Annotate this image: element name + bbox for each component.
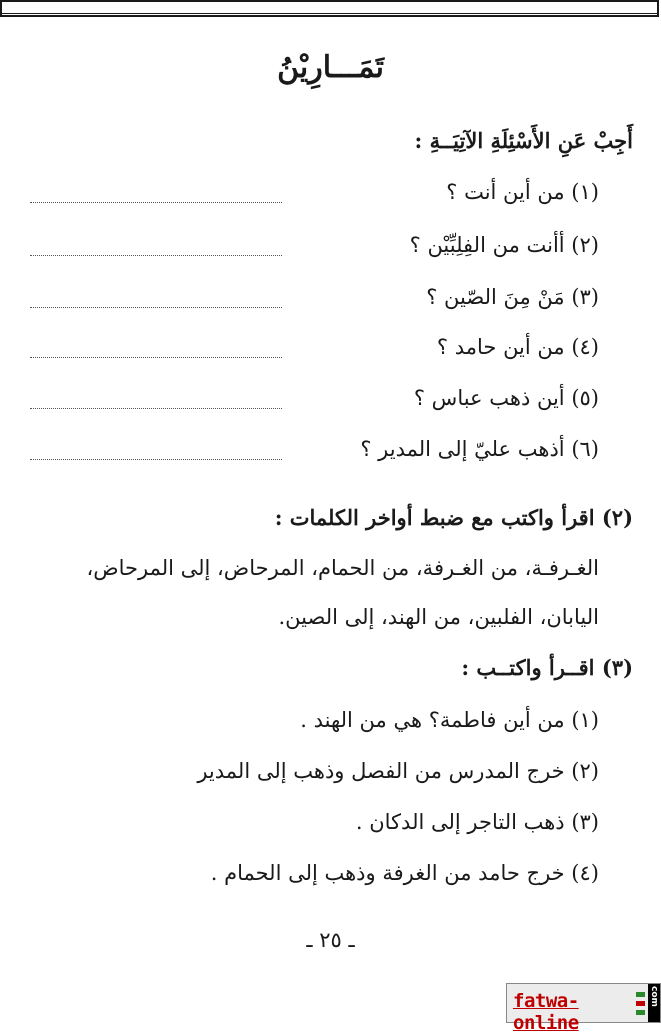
- header-frame: [0, 0, 659, 17]
- answer-blank: [30, 255, 282, 256]
- logo-mark-icon: [633, 984, 648, 1022]
- logo-tld: com: [648, 984, 660, 1022]
- section3-item: (٣) ذهب التاجر إلى الدكان .: [355, 810, 599, 834]
- question-row: [30, 386, 599, 422]
- question-row: [30, 180, 599, 216]
- question-row: [30, 335, 599, 371]
- section3-item: (٤) خرج حامد من الغرفة وذهب إلى الحمام .: [210, 861, 599, 885]
- section1-heading: أَجِبْ عَنِ الأَسْئِلَةِ الآتِيَــةِ :: [414, 128, 633, 153]
- page-title: تَمَـــارِيْنُ: [277, 50, 384, 85]
- section2-heading: (٢) اقرأ واكتب مع ضبط أواخر الكلمات :: [274, 505, 633, 530]
- question-row: [30, 285, 599, 321]
- section3-item: (١) من أين فاطمة؟ هي من الهند .: [300, 708, 599, 732]
- answer-blank: [30, 357, 282, 358]
- section3-item: (٢) خرج المدرس من الفصل وذهب إلى المدير: [197, 759, 599, 783]
- page-number: ـ ٢٥ ـ: [306, 928, 355, 952]
- logo-text: fatwa-online: [513, 990, 579, 1034]
- question-text: (٥) أين ذهب عباس ؟: [413, 386, 599, 410]
- answer-blank: [30, 307, 282, 308]
- question-text: (٦) أذهب عليّ إلى المدير ؟: [360, 437, 599, 461]
- question-text: (١) من أين أنت ؟: [446, 180, 599, 204]
- question-row: [30, 233, 599, 269]
- answer-blank: [30, 408, 282, 409]
- fatwa-online-logo[interactable]: [506, 983, 661, 1034]
- question-text: (٣) مَنْ مِنَ الصّين ؟: [426, 285, 599, 309]
- answer-blank: [30, 459, 282, 460]
- section3-heading: (٣) اقــرأ واكتــب :: [461, 655, 633, 680]
- question-text: (٤) من أين حامد ؟: [436, 335, 599, 359]
- section2-line: اليابان، الفلبين، من الهند، إلى الصين.: [278, 605, 599, 629]
- section2-line: الغـرفـة، من الغـرفة، من الحمام، المرحاض، إلى المرحاض،: [86, 556, 599, 580]
- header-rule: [2, 13, 657, 14]
- question-row: [30, 437, 599, 473]
- question-text: (٢) أأنت من الفِلِبِّيْن ؟: [409, 233, 599, 257]
- answer-blank: [30, 202, 282, 203]
